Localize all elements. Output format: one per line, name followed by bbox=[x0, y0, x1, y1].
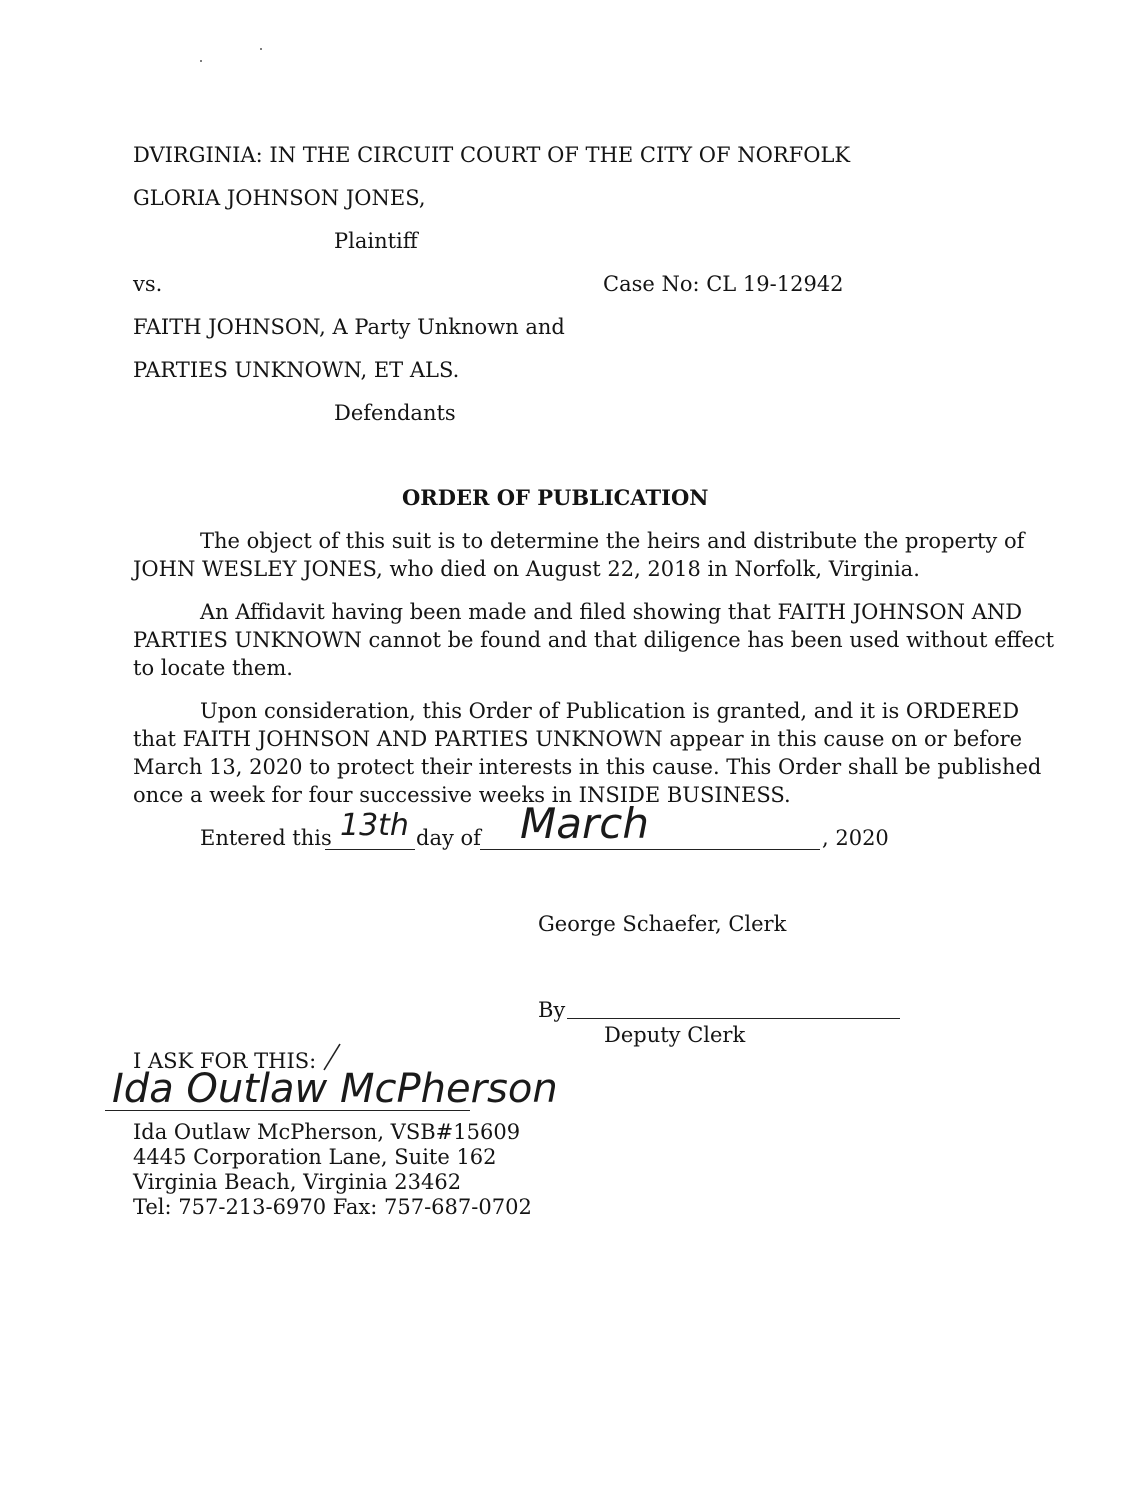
paragraph-line: PARTIES UNKNOWN cannot be found and that diligence has been used without effect bbox=[133, 628, 1055, 652]
entered-this-label: Entered this bbox=[200, 826, 332, 850]
paragraph-line: March 13, 2020 to protect their interests in this cause. This Order shall be published bbox=[133, 755, 1042, 779]
paragraph-line: JOHN WESLEY JONES, who died on August 22, 2018 in Norfolk, Virginia. bbox=[133, 557, 920, 581]
paragraph-line: The object of this suit is to determine the heirs and distribute the property of bbox=[200, 529, 1025, 553]
attorney-address-1: 4445 Corporation Lane, Suite 162 bbox=[133, 1145, 497, 1169]
defendant-role: Defendants bbox=[334, 401, 456, 425]
attorney-address-2: Virginia Beach, Virginia 23462 bbox=[133, 1170, 462, 1194]
attorney-signature: Ida Outlaw McPherson bbox=[112, 1066, 558, 1112]
request-label: I ASK FOR THIS: bbox=[133, 1049, 317, 1073]
day-handwritten: 13th bbox=[340, 808, 409, 843]
paragraph-line: Upon consideration, this Order of Publication is granted, and it is ORDERED bbox=[200, 699, 1020, 723]
day-blank-line bbox=[325, 849, 415, 850]
court-line: DVIRGINIA: IN THE CIRCUIT COURT OF THE CITY OF NORFOLK bbox=[133, 143, 851, 167]
by-label: By bbox=[538, 998, 566, 1022]
attorney-name-bar: Ida Outlaw McPherson, VSB#15609 bbox=[133, 1120, 521, 1144]
paragraph-object bbox=[133, 527, 1024, 583]
month-handwritten: March bbox=[520, 799, 649, 848]
scan-speck bbox=[200, 60, 202, 62]
order-title: ORDER OF PUBLICATION bbox=[402, 485, 709, 510]
defendant-line-2: PARTIES UNKNOWN, ET ALS. bbox=[133, 358, 460, 382]
plaintiff-role: Plaintiff bbox=[334, 229, 418, 253]
versus-label: vs. bbox=[133, 272, 163, 296]
paragraph-line: An Affidavit having been made and filed showing that FAITH JOHNSON AND bbox=[200, 600, 1023, 624]
deputy-clerk-label: Deputy Clerk bbox=[604, 1023, 746, 1047]
plaintiff-name: GLORIA JOHNSON JONES, bbox=[133, 186, 426, 210]
paragraph-line: once a week for four successive weeks in INSIDE BUSINESS. bbox=[133, 783, 791, 807]
month-blank-line bbox=[480, 849, 820, 850]
paragraph-line: that FAITH JOHNSON AND PARTIES UNKNOWN appear in this cause on or before bbox=[133, 727, 1023, 751]
clerk-name: George Schaefer, Clerk bbox=[538, 912, 787, 936]
scan-speck bbox=[260, 48, 262, 50]
attorney-signature-line bbox=[105, 1110, 470, 1111]
entry-year: , 2020 bbox=[822, 826, 889, 850]
paragraph-affidavit bbox=[133, 598, 1054, 682]
case-number: Case No: CL 19-12942 bbox=[603, 272, 844, 296]
paragraph-ordered bbox=[133, 697, 1041, 809]
signature-line bbox=[567, 1018, 900, 1019]
day-of-label: day of bbox=[416, 826, 481, 850]
defendant-line-1: FAITH JOHNSON, A Party Unknown and bbox=[133, 315, 565, 339]
paragraph-line: to locate them. bbox=[133, 656, 293, 680]
attorney-phone-fax: Tel: 757-213-6970 Fax: 757-687-0702 bbox=[133, 1195, 532, 1219]
